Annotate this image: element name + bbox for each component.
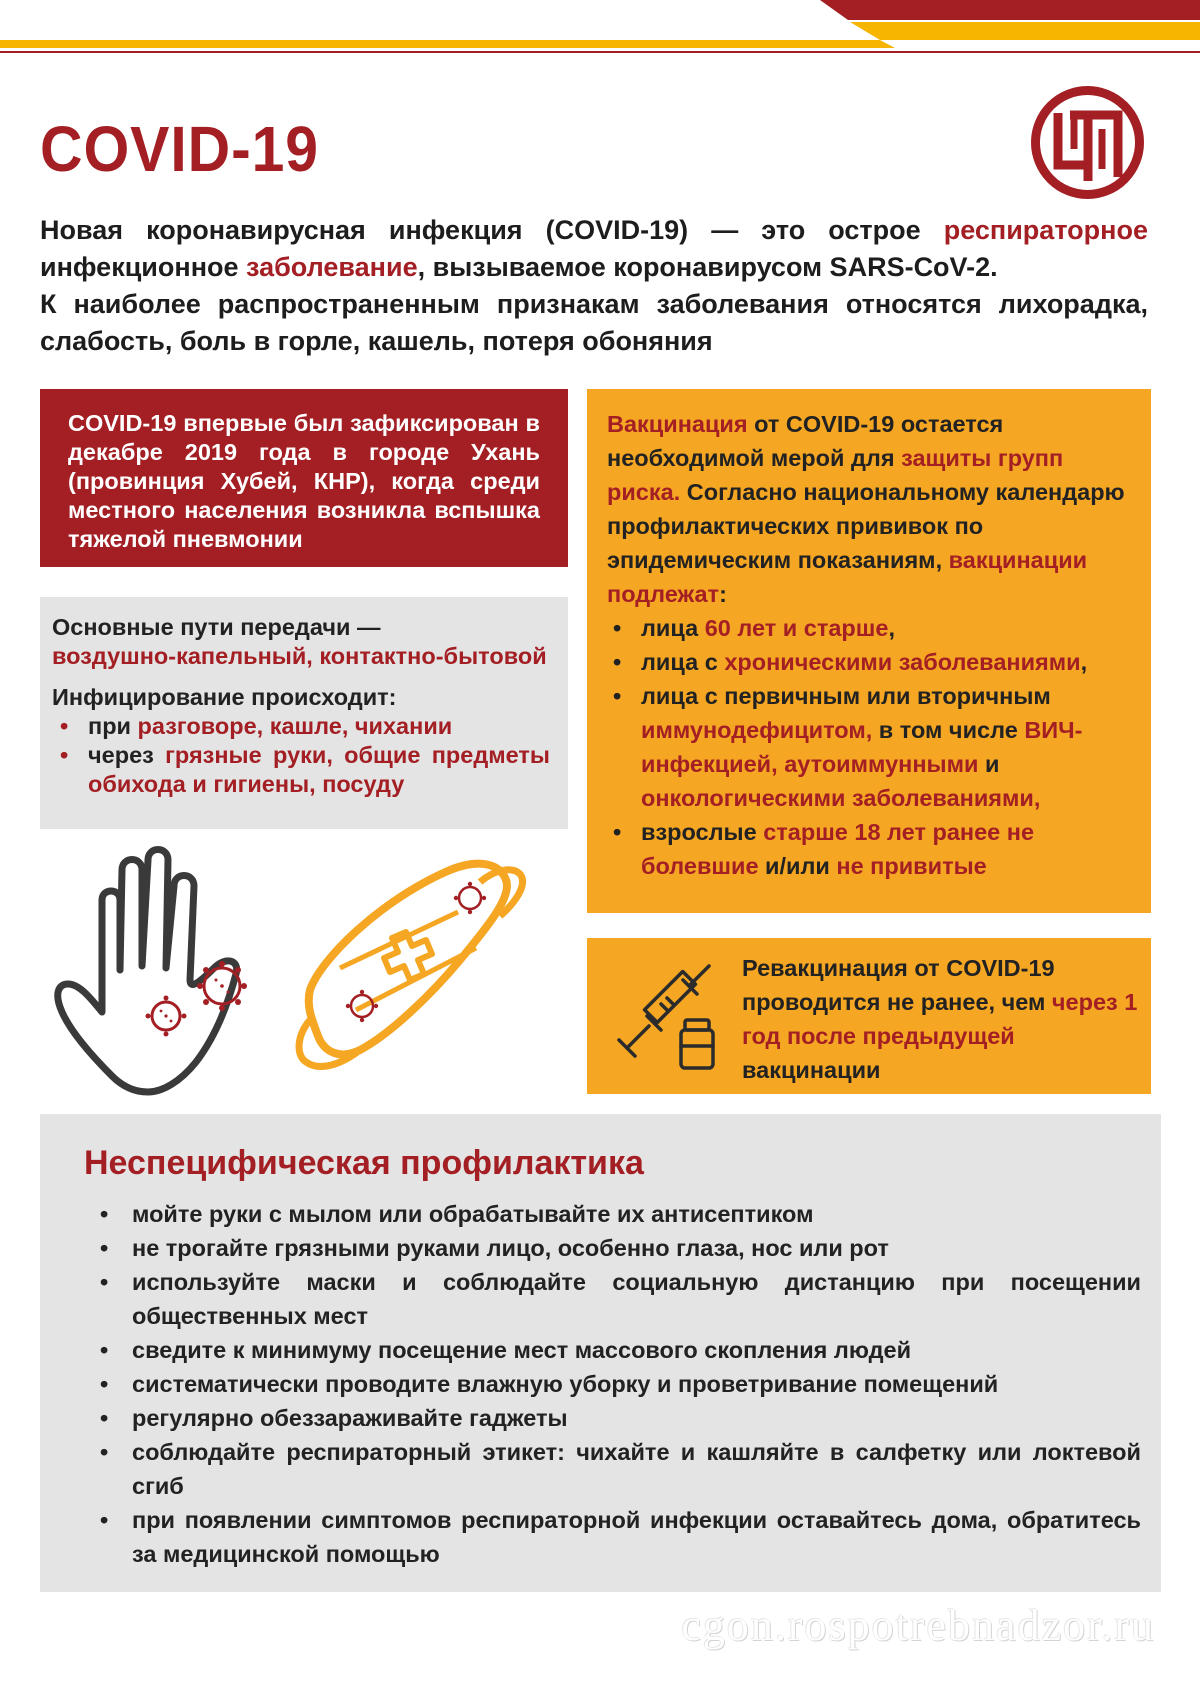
- list-item-text: мойте руки с мылом или обрабатывайте их антисептиком: [132, 1201, 814, 1227]
- medical-mask-icon: [299, 864, 523, 1067]
- bullet-icon: •: [100, 1439, 109, 1465]
- prevention-item: [84, 1503, 1141, 1571]
- highlighted-text: разговоре, кашле, чихании: [137, 713, 453, 739]
- highlighted-text: иммунодефицитом,: [641, 717, 873, 743]
- text-run: ,: [888, 615, 895, 641]
- list-item-text: при появлении симптомов респираторной инфекции оставайтесь дома, обратитесь за медицинской помощью: [132, 1507, 1141, 1567]
- bullet-icon: •: [613, 615, 622, 641]
- intro-text: [40, 212, 1148, 360]
- prevention-item: [84, 1367, 1141, 1401]
- text-run: и/или: [758, 853, 837, 879]
- list-item-text: регулярно обеззараживайте гаджеты: [132, 1405, 568, 1431]
- syringe-vial-icon: [613, 960, 723, 1081]
- highlighted-text: грязные руки, общие предметы обихода и гигиены, посуду: [88, 742, 550, 797]
- rospotrebnadzor-logo-icon: [1030, 85, 1145, 200]
- intro-paragraph-2: К наиболее распространенным признакам заболевания относятся лихорадка, слабость, боль в горле, кашель, потеря обоняния: [40, 289, 1148, 356]
- text-run: Согласно национальному календарю профилактических прививок по эпидемическим показаниям,: [607, 479, 1125, 573]
- text-run: ,: [1080, 649, 1088, 675]
- infection-list: [52, 712, 550, 799]
- bullet-icon: •: [60, 742, 69, 768]
- highlighted-text: не привитые: [836, 853, 987, 879]
- highlighted-text: заболевание: [246, 252, 418, 282]
- history-text: COVID-19 впервые был зафиксирован в декабре 2019 года в городе Ухань (провинция Хубей, КНР), когда среди местного населения возникла вспышка тяжелой пневмонии: [68, 410, 540, 552]
- text-run: лица: [641, 615, 705, 641]
- intro-paragraph-1: [40, 212, 1148, 286]
- vaccination-box: [587, 389, 1151, 913]
- transmission-box: [40, 597, 568, 829]
- list-item-text: используйте маски и соблюдайте социальную дистанцию при посещении общественных мест: [132, 1269, 1141, 1329]
- highlighted-text: хроническими заболеваниями: [724, 649, 1081, 675]
- bullet-icon: •: [60, 713, 69, 739]
- prevention-box: [40, 1114, 1161, 1592]
- highlighted-text: защиты групп риска.: [607, 445, 1064, 505]
- watermark: cgon.rospotrebnadzor.ru: [681, 1601, 1155, 1650]
- prevention-item: [84, 1265, 1141, 1333]
- virus-hand-icon: [40, 840, 568, 1100]
- transmission-heading: Основные пути передачи —: [52, 614, 381, 640]
- highlighted-text: респираторное: [943, 215, 1148, 245]
- bullet-icon: •: [100, 1507, 109, 1533]
- list-item-text: сведите к минимуму посещение мест массового скопления людей: [132, 1337, 912, 1363]
- bullet-icon: •: [613, 649, 622, 675]
- list-item-text: соблюдайте респираторный этикет: чихайте и кашляйте в салфетку или локтевой сгиб: [132, 1439, 1141, 1499]
- text-run: вакцинации: [742, 1057, 881, 1083]
- text-run: и: [978, 751, 1000, 777]
- vaccination-list: [607, 611, 1141, 883]
- text-run: лица с: [641, 649, 725, 675]
- highlighted-text: 60 лет и старше: [704, 615, 889, 641]
- text-run: взрослые: [641, 819, 764, 845]
- list-item-text: систематически проводите влажную уборку и проветривание помещений: [132, 1371, 999, 1397]
- transmission-routes: воздушно-капельный, контактно-бытовой: [52, 643, 547, 669]
- infection-item: [52, 712, 550, 741]
- highlighted-text: ВИЧ-инфекцией, аутоиммунными: [641, 717, 1083, 777]
- infection-heading: Инфицирование происходит:: [52, 684, 397, 710]
- bullet-icon: •: [100, 1371, 109, 1397]
- text-run: в том числе: [872, 717, 1025, 743]
- list-item-text: не трогайте грязными руками лицо, особенно глаза, нос или рот: [132, 1235, 889, 1261]
- text-run: инфекционное: [40, 252, 247, 282]
- bullet-icon: •: [100, 1201, 109, 1227]
- bullet-icon: •: [613, 819, 622, 845]
- history-box: [40, 389, 568, 567]
- bullet-icon: •: [100, 1337, 109, 1363]
- highlighted-text: через 1 год после предыдущей: [742, 989, 1138, 1049]
- bullet-icon: •: [100, 1405, 109, 1431]
- text-run: Новая коронавирусная инфекция (COVID-19) — это острое: [40, 215, 944, 245]
- highlighted-text: вакцинации подлежат: [607, 547, 1088, 607]
- revaccination-text: [742, 951, 1142, 1087]
- prevention-item: [84, 1333, 1141, 1367]
- bullet-icon: •: [100, 1235, 109, 1261]
- vaccination-item: [607, 611, 1141, 645]
- page-title: COVID-19: [40, 113, 319, 185]
- vaccination-item: [607, 645, 1141, 679]
- text-run: :: [719, 581, 727, 607]
- bullet-icon: •: [100, 1269, 109, 1295]
- text-run: , вызываемое коронавирусом SARS-CoV-2.: [417, 252, 998, 282]
- text-run: через: [88, 742, 166, 768]
- revaccination-box: [587, 938, 1151, 1094]
- prevention-heading: Неспецифическая профилактика: [84, 1144, 644, 1182]
- illustrations: [40, 840, 568, 1100]
- prevention-list: [84, 1197, 1141, 1571]
- prevention-item: [84, 1435, 1141, 1503]
- prevention-item: [84, 1231, 1141, 1265]
- text-run: Ревакцинация от COVID-19 проводится не ранее, чем: [742, 955, 1055, 1015]
- vaccination-item: [607, 815, 1141, 883]
- bullet-icon: •: [613, 683, 622, 709]
- prevention-item: [84, 1401, 1141, 1435]
- text-run: от COVID-19 остается необходимой мерой для: [607, 411, 1004, 471]
- highlighted-text: старше 18 лет ранее не болевшие: [641, 819, 1035, 879]
- highlighted-text: онкологическими заболеваниями,: [641, 785, 1041, 811]
- prevention-item: [84, 1197, 1141, 1231]
- vaccination-item: [607, 679, 1141, 815]
- highlighted-text: Вакцинация: [607, 411, 748, 437]
- text-run: лица с первичным или вторичным: [641, 683, 1051, 709]
- vaccination-intro: [607, 407, 1141, 611]
- text-run: при: [88, 713, 138, 739]
- infection-item: [52, 741, 550, 799]
